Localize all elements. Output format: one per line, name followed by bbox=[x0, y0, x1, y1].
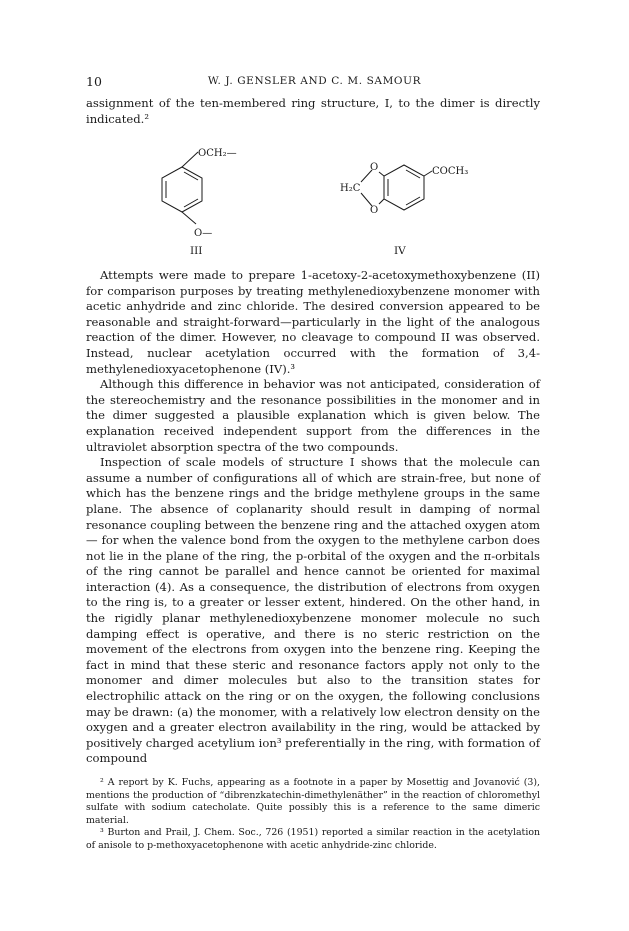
structures-svg bbox=[86, 140, 540, 262]
iii-label: III bbox=[190, 245, 203, 257]
iv-methylene: H₂C bbox=[340, 183, 361, 194]
paragraph-1: Attempts were made to prepare 1-acetoxy-2-acetoxymethoxybenzene (II) for comparison purposes by treating methylenedioxybenzene monomer with acetic anhydride and zinc chloride. The desired conversion appeared to be reasonable and straight-forward—particularly in the light of the analogous reaction of the dimer. However, no cleavage to compound II was observed. Instead, nuclear acetylation occurred with the formation of 3,4-methylenedioxyacetophenone (IV).³ bbox=[86, 268, 540, 376]
chemical-structures bbox=[86, 140, 540, 262]
paragraph-3: Inspection of scale models of structure I shows that the molecule can assume a number of configurations all of which are strain-free, but none of which has the benzene rings and the bridge methylene groups in the same plane. The absence of coplanarity should result in damping of normal resonance coupling between the benzene ring and the attached oxygen atom — for when the valence bond from the oxygen to the methylene carbon does not lie in the plane of the ring, the p-orbital of the oxygen and the π-orbitals of the ring cannot be parallel and hence cannot be oriented for maximal interaction (4). As a consequence, the distribution of electrons from oxygen to the ring is, to a greater or lesser extent, hindered. On the other hand, in the rigidly planar methylenedioxybenzene monomer molecule no such damping effect is operative, and there is no steric restriction on the movement of the electrons from oxygen into the benzene ring. Keeping the fact in mind that these steric and resonance factors apply not only to the monomer and dimer molecules but also to the transition states for electrophilic attack on the ring or on the oxygen, the following conclusions may be drawn: (a) the monomer, with a relatively low electron density on the oxygen and a greater electron availability in the ring, would be attacked by positively charged acetylium ion³ preferentially in the ring, with formation of compound bbox=[86, 455, 540, 766]
page-number: 10 bbox=[86, 74, 102, 89]
iv-top-oxygen: O bbox=[370, 162, 379, 173]
iv-acetyl-group: COCH₃ bbox=[432, 166, 469, 177]
intro-paragraph: assignment of the ten-membered ring structure, I, to the dimer is directly indicated.² bbox=[86, 96, 540, 126]
body-text bbox=[86, 268, 540, 767]
footnotes bbox=[86, 777, 540, 853]
intro-text bbox=[86, 96, 540, 127]
iv-bottom-oxygen: O bbox=[370, 205, 379, 216]
running-head: W. J. GENSLER AND C. M. SAMOUR bbox=[207, 75, 422, 87]
structure-iii bbox=[162, 152, 202, 224]
iii-bottom-group: O— bbox=[194, 228, 213, 239]
iii-top-group: OCH₂— bbox=[198, 148, 237, 159]
footnote-3: ³ Burton and Prail, J. Chem. Soc., 726 (1951) reported a similar reaction in the acetylation of anisole to p-methoxyacetophenone with acetic anhydride-zinc chloride. bbox=[86, 827, 540, 851]
iv-label: IV bbox=[394, 245, 406, 257]
footnote-2: ² A report by K. Fuchs, appearing as a footnote in a paper by Mosettig and Jovanović (3), mentions the production of “dibrenzkatechin-dimethylenäther” in the reaction of chloromethyl sulfate with sodium catecholate. Quite possibly this is a reference to the same dimeric material. bbox=[86, 777, 540, 826]
paragraph-2: Although this difference in behavior was not anticipated, consideration of the stereochemistry and the resonance possibilities in the monomer and in the dimer suggested a plausible explanation which is given below. The explanation received independent support from the differences in the ultraviolet absorption spectra of the two compounds. bbox=[86, 377, 540, 454]
